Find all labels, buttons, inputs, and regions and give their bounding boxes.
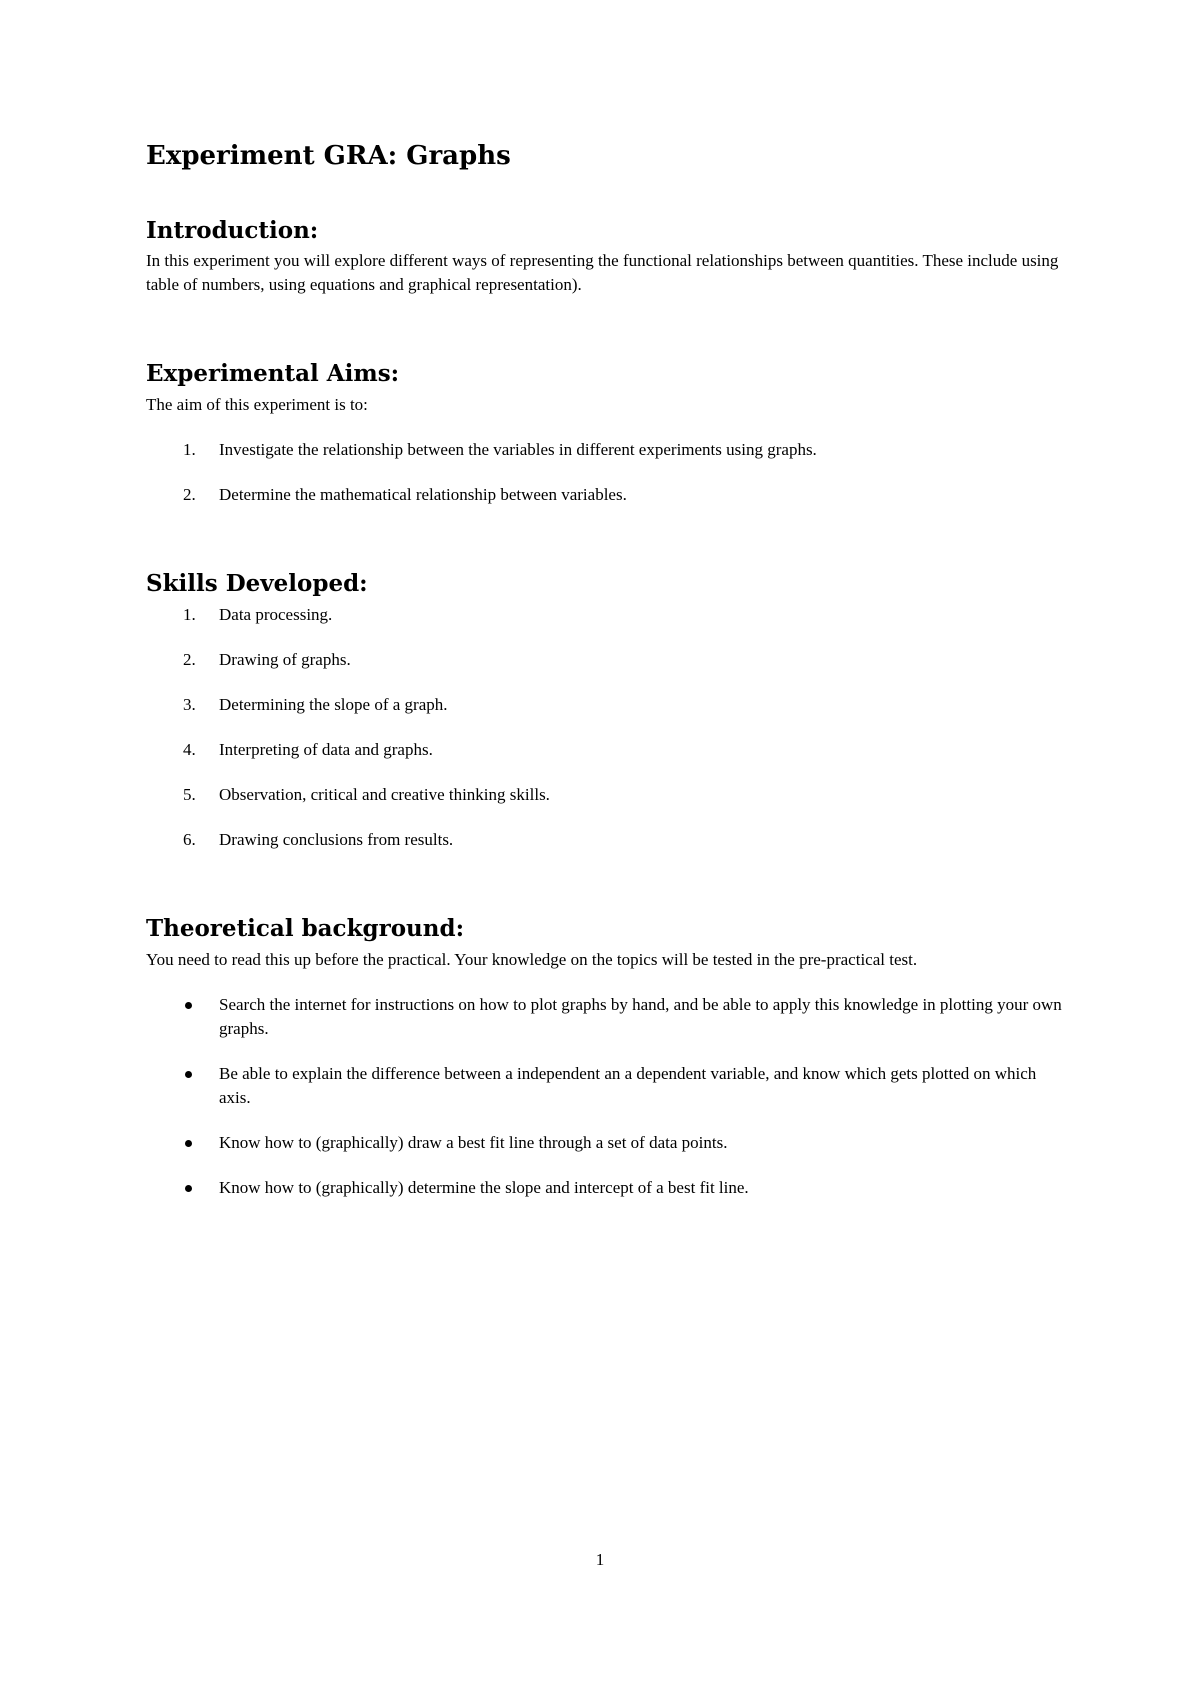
- theory-list: [146, 993, 1066, 1200]
- bullet-icon: [185, 1002, 192, 1009]
- aims-heading: Experimental Aims:: [146, 360, 400, 388]
- list-item: [146, 783, 1066, 807]
- bullet-icon: [185, 1140, 192, 1147]
- list-item: [146, 648, 1066, 672]
- list-number: 3.: [183, 694, 196, 714]
- bullet-icon: [185, 1071, 192, 1078]
- list-item-text: Investigate the relationship between the variables in different experiments using graphs.: [219, 440, 817, 459]
- list-number: 4.: [183, 739, 196, 759]
- aims-lead: The aim of this experiment is to:: [146, 395, 368, 414]
- theory-lead: You need to read this up before the practical. Your knowledge on the topics will be tested in the pre-practical test.: [146, 949, 918, 969]
- list-item: [146, 828, 1066, 852]
- list-item-text: Determine the mathematical relationship between variables.: [219, 485, 627, 504]
- list-item: [146, 603, 1066, 627]
- list-item-text: Search the internet for instructions on how to plot graphs by hand, and be able to apply this knowledge in plotting your own graphs.: [219, 994, 1062, 1038]
- skills-heading: Skills Developed:: [146, 570, 368, 597]
- list-item-text: Drawing of graphs.: [219, 649, 351, 669]
- list-item: [146, 1176, 1066, 1200]
- list-item-text: Determining the slope of a graph.: [219, 694, 448, 714]
- page-content: [146, 140, 1066, 1200]
- introduction-heading: Introduction:: [146, 216, 319, 244]
- list-item: [146, 993, 1066, 1041]
- theory-heading: Theoretical background:: [146, 914, 465, 942]
- list-item: [146, 438, 1066, 462]
- aims-list: [146, 438, 1066, 507]
- list-item-text: Observation, critical and creative thinking skills.: [219, 784, 550, 804]
- list-number: 2.: [183, 485, 196, 504]
- list-item: [146, 1131, 1066, 1155]
- list-item: [146, 693, 1066, 717]
- list-item-text: Interpreting of data and graphs.: [219, 739, 433, 759]
- page-number: 1: [595, 1550, 605, 1569]
- list-item-text: Know how to (graphically) draw a best fit line through a set of data points.: [219, 1132, 728, 1152]
- list-number: 6.: [183, 829, 196, 849]
- document-title: Experiment GRA: Graphs: [146, 141, 511, 171]
- list-number: 2.: [183, 649, 196, 669]
- introduction-text: In this experiment you will explore different ways of representing the functional relationships between quantities. These include using table of numbers, using equations and graphical representation).: [146, 251, 1059, 295]
- list-item: [146, 483, 1066, 507]
- skills-list: [146, 603, 1066, 852]
- list-item-text: Be able to explain the difference between a independent an a dependent variable, and know which gets plotted on which axis.: [219, 1063, 1037, 1107]
- list-item-text: Know how to (graphically) determine the slope and intercept of a best fit line.: [219, 1177, 749, 1197]
- list-item-text: Drawing conclusions from results.: [219, 829, 454, 849]
- list-item-text: Data processing.: [219, 604, 333, 624]
- bullet-icon: [185, 1185, 192, 1192]
- list-item: [146, 738, 1066, 762]
- list-number: 1.: [183, 440, 196, 459]
- list-number: 1.: [183, 604, 196, 624]
- list-item: [146, 1062, 1066, 1110]
- list-number: 5.: [183, 784, 196, 804]
